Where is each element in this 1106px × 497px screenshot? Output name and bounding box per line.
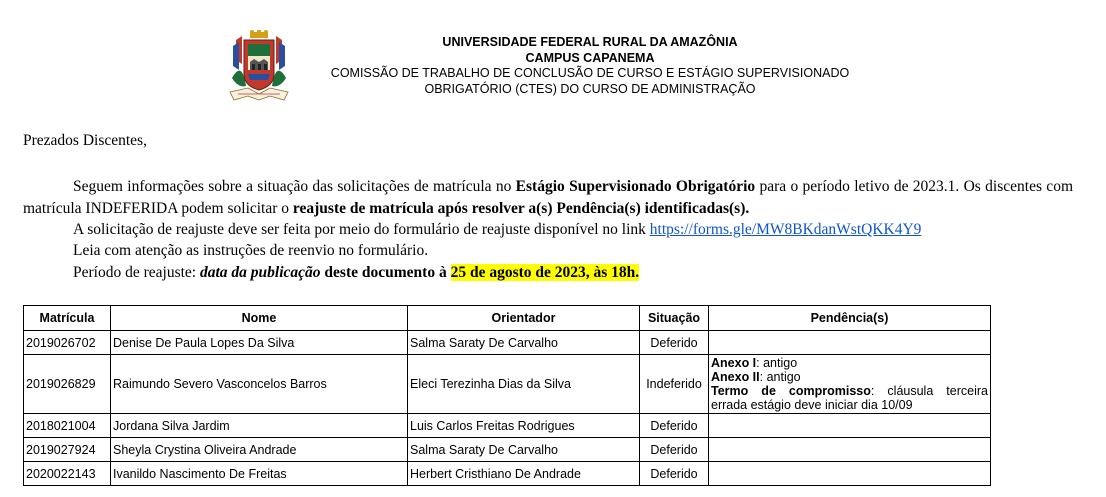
table-row	[24, 414, 991, 438]
intro-bold-1: Estágio Supervisionado Obrigatório	[515, 178, 756, 195]
intro-paragraph	[23, 176, 1073, 219]
university-coat-of-arms-icon	[228, 30, 290, 102]
cell-matricula: 2019026702	[24, 331, 111, 355]
header-matricula: Matrícula	[24, 306, 111, 331]
intro-bold-2: reajuste de matrícula após resolver a(s) Pendência(s) identificadas(s).	[292, 199, 750, 217]
cell-pendencias	[709, 462, 991, 486]
commission-line-2: OBRIGATÓRIO (CTES) DO CURSO DE ADMINISTRAÇÃO	[424, 81, 756, 96]
cell-matricula: 2020022143	[24, 462, 111, 486]
cell-nome: Ivanildo Nascimento De Freitas	[111, 462, 408, 486]
cell-situacao: Deferido	[640, 462, 709, 486]
form-text: A solicitação de reajuste deve ser feita por meio do formulário de reajuste disponível no link	[73, 221, 650, 238]
cell-pendencias	[709, 414, 991, 438]
cell-nome: Denise De Paula Lopes Da Silva	[111, 331, 408, 355]
document-header	[0, 28, 1106, 108]
form-paragraph	[73, 219, 1073, 241]
pendencia-anexo-2-text: : antigo	[759, 370, 801, 384]
cell-pendencias	[709, 438, 991, 462]
commission-line-1: COMISSÃO DE TRABALHO DE CONCLUSÃO DE CURSO E ESTÁGIO SUPERVISIONADO	[330, 66, 850, 80]
enrollment-table	[23, 305, 991, 486]
cell-matricula: 2019026829	[24, 355, 111, 414]
header-pendencias: Pendência(s)	[709, 306, 991, 331]
cell-nome: Jordana Silva Jardim	[111, 414, 408, 438]
header-nome: Nome	[111, 306, 408, 331]
table-row	[24, 355, 991, 414]
table-header-row	[24, 306, 991, 331]
cell-nome: Raimundo Severo Vasconcelos Barros	[111, 355, 408, 414]
cell-nome: Sheyla Crystina Oliveira Andrade	[111, 438, 408, 462]
period-paragraph	[73, 262, 1073, 284]
cell-orientador: Eleci Terezinha Dias da Silva	[408, 355, 640, 414]
form-link[interactable]: https://forms.gle/MW8BKdanWstQKK4Y9	[649, 221, 922, 238]
pendencia-termo-label: Termo de compromisso	[711, 384, 871, 398]
pendencia-anexo-2-label: Anexo II	[711, 370, 760, 384]
cell-situacao: Indeferido	[640, 355, 709, 414]
header-orientador: Orientador	[408, 306, 640, 331]
cell-situacao: Deferido	[640, 331, 709, 355]
cell-orientador: Salma Saraty De Carvalho	[408, 331, 640, 355]
cell-orientador: Luis Carlos Freitas Rodrigues	[408, 414, 640, 438]
cell-situacao: Deferido	[640, 414, 709, 438]
period-middle: deste documento à	[320, 264, 451, 281]
cell-pendencias	[709, 331, 991, 355]
period-start: data da publicação	[199, 264, 321, 281]
campus-name: CAMPUS CAPANEMA	[525, 50, 655, 65]
cell-situacao: Deferido	[640, 438, 709, 462]
cell-orientador: Salma Saraty De Carvalho	[408, 438, 640, 462]
intro-text-1: Seguem informações sobre a situação das solicitações de matrícula no	[73, 178, 516, 195]
cell-matricula: 2019027924	[24, 438, 111, 462]
cell-matricula: 2018021004	[24, 414, 111, 438]
header-situacao: Situação	[640, 306, 709, 331]
pendencia-anexo-1-text: : antigo	[756, 356, 798, 370]
period-label: Período de reajuste:	[73, 264, 200, 281]
intro-text-2: para o período letivo de 2023.1. Os discentes com matrícula INDEFERIDA podem solicitar o	[23, 178, 1073, 217]
pendencia-termo-text: : cláusula terceira errada estágio deve iniciar dia 10/09	[711, 384, 988, 412]
greeting: Prezados Discentes,	[23, 132, 147, 149]
pendencia-anexo-1-label: Anexo I	[711, 356, 757, 370]
cell-orientador: Herbert Cristhiano De Andrade	[408, 462, 640, 486]
table-row	[24, 438, 991, 462]
period-deadline: 25 de agosto de 2023, às 18h.	[450, 264, 640, 281]
university-name: UNIVERSIDADE FEDERAL RURAL DA AMAZÔNIA	[442, 35, 738, 49]
table-row	[24, 331, 991, 355]
cell-pendencias	[709, 355, 991, 414]
table-row	[24, 462, 991, 486]
instructions-paragraph: Leia com atenção as instruções de reenvio no formulário.	[73, 242, 429, 259]
